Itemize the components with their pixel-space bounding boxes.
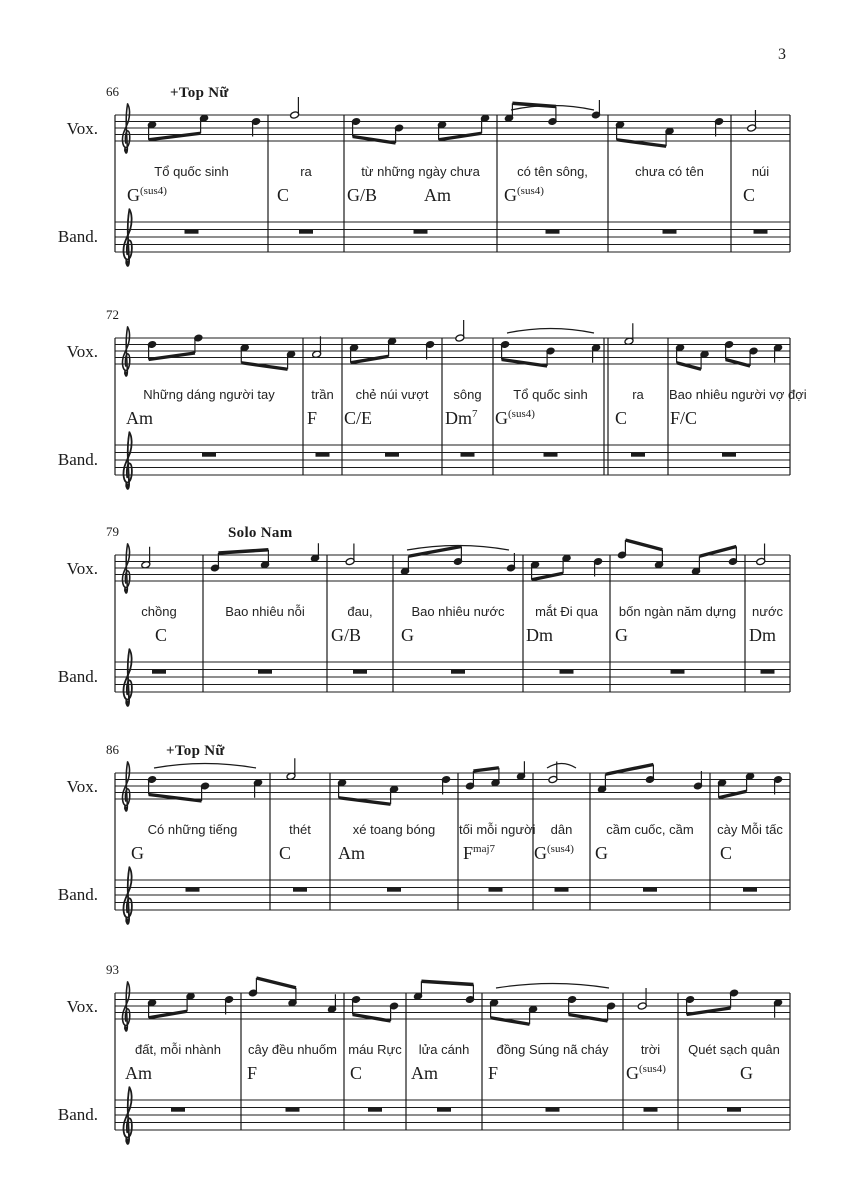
- beam: [569, 1015, 608, 1022]
- chord-symbol: [126, 408, 153, 429]
- chord-root: Dm: [749, 625, 776, 645]
- lyric: cây đều nhuốm: [248, 1042, 337, 1057]
- band-label: Band.: [57, 667, 98, 686]
- chord-extension: 7: [472, 408, 478, 420]
- page-number: 3: [778, 46, 786, 63]
- chord-root: Am: [126, 408, 153, 428]
- system: [0, 303, 846, 493]
- whole-rest: [644, 1108, 658, 1112]
- band-label: Band.: [57, 885, 98, 904]
- lyric: chưa có tên: [635, 164, 704, 179]
- lyric: trời: [640, 1042, 661, 1057]
- whole-rest: [152, 670, 166, 674]
- chord-symbol: [131, 843, 144, 864]
- vox-label: Vox.: [66, 342, 98, 361]
- whole-rest: [546, 230, 560, 234]
- beam: [421, 981, 473, 984]
- lyric: trần: [311, 387, 334, 402]
- chord-root: G: [495, 408, 508, 428]
- system: [0, 958, 846, 1148]
- chord-root: F: [463, 843, 474, 863]
- treble-clef-icon: [123, 432, 131, 489]
- whole-rest: [754, 230, 768, 234]
- lyric: thét: [289, 822, 311, 837]
- whole-rest: [489, 888, 503, 892]
- beam: [625, 540, 662, 550]
- system: [0, 738, 846, 928]
- whole-rest: [258, 670, 272, 674]
- lyric: cầm cuốc, cầm: [606, 822, 694, 837]
- chord-symbol: [247, 1063, 257, 1084]
- system: [0, 520, 846, 710]
- lyric: ra: [300, 164, 312, 179]
- chord-root: F/C: [670, 408, 698, 428]
- whole-rest: [293, 888, 307, 892]
- treble-clef-icon: [123, 649, 131, 706]
- chord-root: Am: [411, 1063, 438, 1083]
- whole-rest: [555, 888, 569, 892]
- section-annotation: +Top Nữ: [170, 85, 229, 101]
- beam: [726, 360, 751, 367]
- chord-symbol: [743, 185, 755, 206]
- beam: [149, 353, 195, 360]
- whole-rest: [186, 888, 200, 892]
- chord-root: C: [720, 843, 733, 863]
- chord-symbol: [749, 625, 776, 646]
- chord-symbol: [401, 625, 414, 646]
- whole-rest: [437, 1108, 451, 1112]
- chord-root: C: [615, 408, 628, 428]
- chord-symbol: [534, 843, 574, 864]
- lyric: từ những ngày chưa: [361, 164, 480, 179]
- lyric: đau,: [347, 604, 373, 619]
- chord-symbol: [338, 843, 365, 864]
- lyric: Bao nhiêu nỗi: [225, 604, 305, 619]
- slur: [547, 764, 576, 769]
- lyric: cày Mỗi tấc: [717, 822, 783, 837]
- treble-clef-icon: [122, 544, 129, 593]
- lyric: tối mỗi người: [459, 822, 536, 837]
- lyric: dân: [550, 822, 573, 837]
- lyric: đồng Súng nã cháy: [496, 1042, 609, 1057]
- chord-symbol: [495, 408, 535, 429]
- whole-rest: [451, 670, 465, 674]
- chord-root: G: [131, 843, 144, 863]
- chord-root: Dm: [526, 625, 553, 645]
- chord-symbol: [488, 1063, 498, 1084]
- chord-root: Am: [424, 185, 451, 205]
- lyric: máu Rực: [348, 1042, 402, 1057]
- chord-symbol: [125, 1063, 152, 1084]
- whole-rest: [743, 888, 757, 892]
- whole-rest: [761, 670, 775, 674]
- system: [0, 80, 846, 270]
- vox-label: Vox.: [66, 559, 98, 578]
- whole-rest: [368, 1108, 382, 1112]
- vox-label: Vox.: [66, 777, 98, 796]
- whole-rest: [560, 670, 574, 674]
- lyric: chồng: [141, 604, 177, 619]
- chord-symbol: [740, 1063, 753, 1084]
- chord-root: G/B: [331, 625, 362, 645]
- chord-symbol: [626, 1063, 666, 1084]
- whole-rest: [461, 453, 475, 457]
- chord-symbol: [445, 408, 478, 429]
- chord-root: G: [626, 1063, 639, 1083]
- section-annotation: Solo Nam: [228, 525, 293, 541]
- lyric: Có những tiếng: [147, 822, 238, 837]
- chord-extension: maj7: [473, 843, 496, 855]
- chord-symbol: [344, 408, 372, 429]
- whole-rest: [316, 453, 330, 457]
- whole-rest: [414, 230, 428, 234]
- chord-symbol: [347, 185, 377, 206]
- chord-symbol: [463, 843, 495, 864]
- whole-rest: [185, 230, 199, 234]
- whole-rest: [286, 1108, 300, 1112]
- vox-label: Vox.: [66, 119, 98, 138]
- whole-rest: [727, 1108, 741, 1112]
- whole-rest: [387, 888, 401, 892]
- lyric: bốn ngàn năm dựng: [618, 604, 737, 619]
- treble-clef-icon: [122, 104, 129, 153]
- measure-number: 86: [106, 742, 119, 757]
- slur: [507, 329, 594, 334]
- chord-root: G/B: [347, 185, 378, 205]
- beam: [502, 360, 547, 367]
- treble-clef-icon: [123, 867, 131, 924]
- vox-label: Vox.: [66, 997, 98, 1016]
- lyric: Bao nhiêu nước: [411, 604, 505, 619]
- lyric: đất, mỗi nhành: [134, 1042, 221, 1057]
- whole-rest: [544, 453, 558, 457]
- lyric: sông: [453, 387, 482, 402]
- beam: [353, 137, 396, 144]
- chord-extension: (sus4): [517, 185, 544, 197]
- beam: [256, 978, 296, 988]
- treble-clef-icon: [122, 762, 129, 811]
- measure-number: 79: [106, 524, 119, 539]
- whole-rest: [385, 453, 399, 457]
- section-annotation: +Top Nữ: [166, 743, 225, 759]
- chord-root: G: [740, 1063, 753, 1083]
- measure-number: 66: [106, 84, 119, 99]
- whole-rest: [299, 230, 313, 234]
- beam: [353, 1015, 391, 1022]
- lyric: xé toang bóng: [352, 822, 436, 837]
- lyric: ra: [632, 387, 644, 402]
- chord-symbol: [307, 408, 317, 429]
- chord-symbol: [424, 185, 451, 206]
- treble-clef-icon: [122, 982, 129, 1031]
- chord-root: G: [504, 185, 517, 205]
- chord-extension: (sus4): [547, 843, 574, 855]
- chord-root: G: [534, 843, 547, 863]
- chord-symbol: [331, 625, 361, 646]
- beam: [473, 768, 499, 771]
- band-label: Band.: [57, 450, 98, 469]
- lyric: Tổ quốc sinh: [154, 164, 229, 179]
- chord-symbol: [411, 1063, 438, 1084]
- treble-clef-icon: [123, 209, 131, 266]
- chord-symbol: [350, 1063, 362, 1084]
- whole-rest: [202, 453, 216, 457]
- band-label: Band.: [57, 1105, 98, 1124]
- chord-root: C/E: [344, 408, 373, 428]
- chord-root: C: [279, 843, 292, 863]
- lyric: lửa cánh: [418, 1042, 470, 1057]
- measure-number: 72: [106, 307, 119, 322]
- band-label: Band.: [57, 227, 98, 246]
- lyric: Những dáng người tay: [143, 387, 275, 402]
- beam: [687, 1008, 731, 1015]
- chord-root: C: [743, 185, 756, 205]
- chord-root: F: [247, 1063, 258, 1083]
- chord-root: C: [277, 185, 290, 205]
- lyric: có tên sông,: [517, 164, 588, 179]
- lyric: Quét sạch quân: [688, 1042, 780, 1057]
- chord-root: Am: [338, 843, 365, 863]
- chord-root: G: [401, 625, 414, 645]
- chord-extension: (sus4): [508, 408, 535, 420]
- whole-rest: [643, 888, 657, 892]
- chord-root: C: [350, 1063, 363, 1083]
- lyric: Tổ quốc sinh: [513, 387, 588, 402]
- treble-clef-icon: [123, 1087, 131, 1144]
- chord-root: G: [595, 843, 608, 863]
- chord-symbol: [155, 625, 167, 646]
- chord-symbol: [279, 843, 291, 864]
- chord-root: Am: [125, 1063, 152, 1083]
- chord-root: Dm: [445, 408, 472, 428]
- whole-rest: [546, 1108, 560, 1112]
- whole-rest: [671, 670, 685, 674]
- chord-root: F: [488, 1063, 499, 1083]
- beam: [218, 550, 268, 553]
- chord-root: C: [155, 625, 168, 645]
- chord-root: G: [615, 625, 628, 645]
- lyric: núi: [751, 164, 770, 179]
- chord-root: F: [307, 408, 318, 428]
- chord-symbol: [504, 185, 544, 206]
- chord-symbol: [595, 843, 608, 864]
- chord-symbol: [615, 625, 628, 646]
- beam: [149, 795, 202, 802]
- slur: [496, 984, 609, 989]
- chord-symbol: [670, 408, 697, 429]
- lyric: nước: [752, 604, 783, 619]
- chord-extension: (sus4): [639, 1063, 666, 1075]
- chord-extension: (sus4): [140, 185, 167, 197]
- chord-symbol: [526, 625, 553, 646]
- chord-symbol: [615, 408, 627, 429]
- lyric: chẻ núi vượt: [355, 387, 429, 402]
- slur: [154, 764, 256, 769]
- whole-rest: [631, 453, 645, 457]
- whole-rest: [171, 1108, 185, 1112]
- chord-symbol: [720, 843, 732, 864]
- chord-symbol: [127, 185, 167, 206]
- lyric: mắt Đi qua: [535, 604, 598, 619]
- whole-rest: [353, 670, 367, 674]
- chord-symbol: [277, 185, 289, 206]
- measure-number: 93: [106, 962, 119, 977]
- chord-root: G: [127, 185, 140, 205]
- whole-rest: [722, 453, 736, 457]
- treble-clef-icon: [122, 327, 129, 376]
- whole-rest: [663, 230, 677, 234]
- lyric: Bao nhiêu người vợ đợi: [669, 387, 807, 402]
